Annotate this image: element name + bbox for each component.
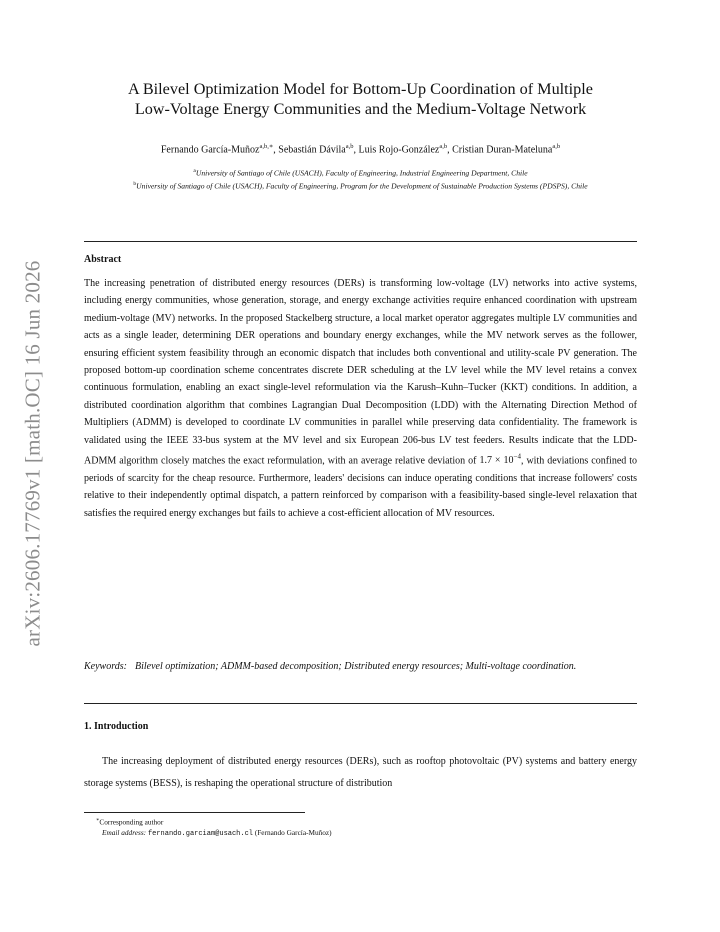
section-heading-introduction: 1. Introduction: [84, 721, 149, 732]
author-separator: ,: [447, 144, 453, 156]
arxiv-identifier-stamp: [18, 248, 48, 658]
footnote-rule: [84, 812, 305, 813]
abstract-bottom-rule: [84, 703, 637, 704]
introduction-text: The increasing deployment of distributed energy resources (DERs), such as rooftop photovoltaic (PV) systems and battery energy storage systems (BESS), is reshaping the operational structure of distribution: [84, 756, 637, 789]
keywords-text: Bilevel optimization; ADMM-based decomposition; Distributed energy resources; Multi-voltage coordination.: [134, 661, 577, 672]
author-affiliation-mark: a,b,∗: [259, 143, 274, 150]
footnote-mark: ∗: [96, 818, 100, 823]
author-affiliation-mark: a,b: [345, 143, 354, 150]
keywords: [84, 657, 637, 676]
email-owner: (Fernando García-Muñoz): [254, 827, 332, 837]
affiliation-item: [84, 166, 637, 179]
abstract-formula: [479, 455, 521, 466]
author-name: Cristian Duran-Mateluna: [452, 144, 553, 156]
abstract-text-part-1: The increasing penetration of distributed energy resources (DERs) is transforming low-voltage (LV) networks into active systems, including energy communities, whose generation, storage, and energy exchange activities require enhanced coordination with upstream medium-voltage (MV) networks. In the proposed Stackelberg structure, a local market operator aggregates multiple LV communities and acts as a single leader, determining DER operations and boundary energy exchanges, while the MV network serves as the follower, ensuring efficient system feasibility through an economic dispatch that includes both conventional and utility-scale PV generation. The proposed bottom-up coordination scheme concentrates discrete DER scheduling at the LV level while the MV level retains a convex continuous formulation, enabling an exact single-level reformulation via the Karush–Kuhn–Tucker (KKT) conditions. In addition, a distributed coordination algorithm that combines Lagrangian Dual Decomposition (LDD) with the Alternating Direction Method of Multipliers (ADMM) is developed to coordinate LV communities in parallel while preserving data confidentiality. The framework is validated using the IEEE 33-bus system at the MV level and six European 206-bus LV test feeders. Results indicate that the LDD-ADMM algorithm closely matches the exact reformulation, with an average relative deviation of: [84, 278, 637, 467]
author-affiliation-mark: a,b: [439, 143, 448, 150]
paper-title: [84, 80, 637, 119]
affiliation-text: University of Santiago of Chile (USACH), Faculty of Engineering, Industrial Engineering Department, Chile: [195, 168, 528, 178]
footnote: [96, 816, 626, 839]
author-separator: ,: [273, 144, 279, 156]
abstract-top-rule: [84, 241, 637, 242]
email-line: [96, 828, 626, 840]
arxiv-identifier: arXiv:2606.17769v1 [math.OC] 16 Jun 2026: [20, 260, 45, 646]
keywords-label: Keywords:: [84, 661, 127, 672]
affiliation-list: [84, 166, 637, 191]
author-name: Luis Rojo-González: [358, 144, 440, 156]
author-separator: ,: [353, 144, 359, 156]
corresponding-author-note: [96, 816, 626, 828]
formula-base: 1.7 × 10: [479, 455, 514, 467]
formula-exponent: −4: [513, 453, 521, 462]
abstract-heading: Abstract: [84, 254, 122, 265]
affiliation-mark: b: [133, 180, 137, 187]
email-address-link[interactable]: fernando.garciam@usach.cl: [147, 829, 253, 838]
author-list: [84, 141, 637, 156]
abstract-text: [84, 275, 637, 522]
title-line-1: A Bilevel Optimization Model for Bottom-Up Coordination of Multiple: [128, 80, 593, 98]
email-label: Email address:: [102, 827, 147, 837]
title-line-2: Low-Voltage Energy Communities and the Medium-Voltage Network: [134, 99, 587, 118]
author-name: Fernando García-Muñoz: [160, 144, 260, 156]
affiliation-text: University of Santiago of Chile (USACH), Faculty of Engineering, Program for the Development of Sustainable Production Systems (PDSPS), Chile: [136, 181, 588, 191]
corresponding-author-text: Corresponding author: [99, 817, 164, 827]
abstract-text-part-2: , with deviations confined to periods of scarcity for the cheap resource. Furthermore, leaders' decisions can induce operating conditions that increase followers' costs relative to their independently optimal dispatch, a pattern reinforced by comparison with a feasibility-based single-level relaxation that satisfies the required energy exchanges but fails to achieve a cost-efficient allocation of MV resources.: [84, 455, 638, 519]
author-affiliation-mark: a,b: [552, 143, 561, 150]
affiliation-item: [84, 179, 637, 192]
affiliation-mark: a: [193, 168, 196, 174]
author-name: Sebastián Dávila: [278, 144, 346, 156]
